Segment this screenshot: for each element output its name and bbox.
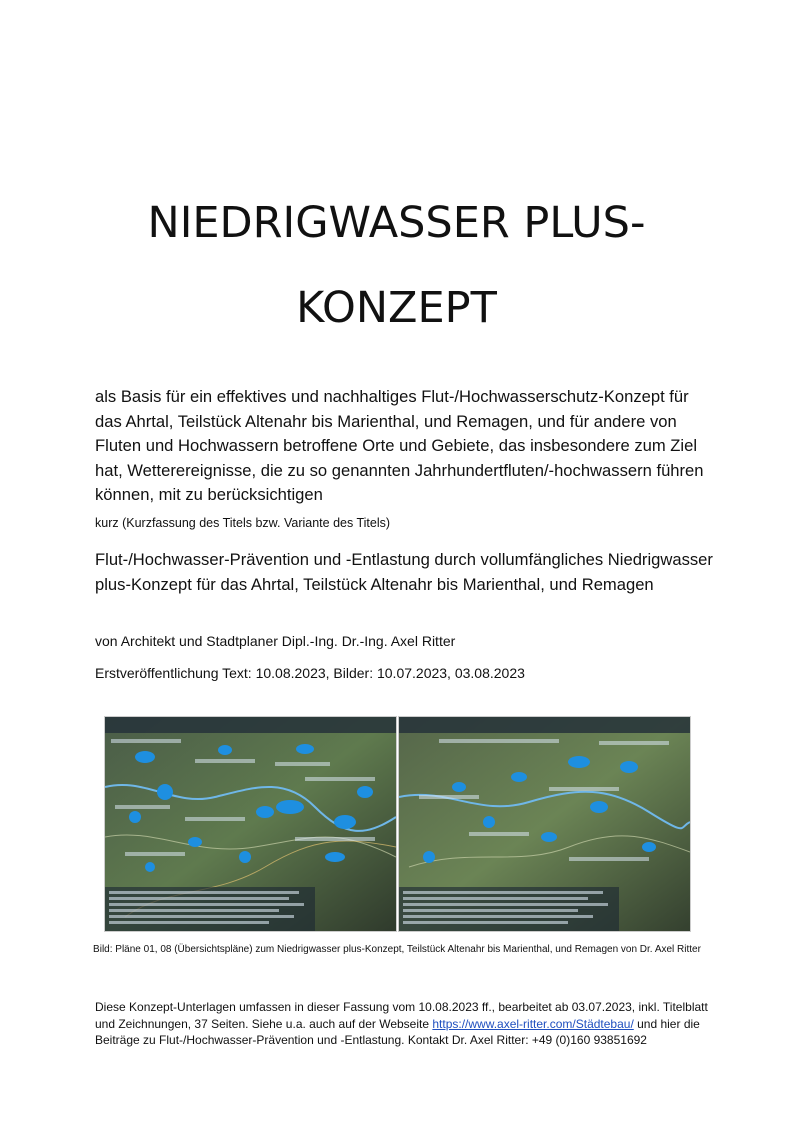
intro-paragraph: als Basis für ein effektives und nachhaltiges Flut-/Hochwasserschutz-Konzept für das Ahrtal, Teilstück Altenahr bis Marienthal, und Remagen, und für andere von Fluten und Hochwassern betroffene Orte und Gebiete, das insbesondere zum Ziel hat, Wetterereignisse, die zu so genannten Jahrhundertfluten/-hochwassern führen können, mit zu berücksichtigen (95, 387, 704, 504)
footer-text-end: und hier die Beiträge zu Flut-/Hochwasser-Prävention und -Entlastung. Kontakt Dr. Axel Ritter: +49 (0)160 93851692 (95, 1016, 700, 1048)
document-title-line-2: KONZEPT (296, 283, 497, 333)
plan-01-image (104, 716, 397, 932)
plan-08-image (398, 716, 691, 932)
footer-note (95, 999, 715, 1049)
publication-date-line: Erstveröffentlichung Text: 10.08.2023, Bilder: 10.07.2023, 03.08.2023 (95, 665, 525, 681)
plan-08-map-graphic (399, 717, 690, 931)
document-title-line-1: NIEDRIGWASSER PLUS- (147, 198, 646, 248)
short-title-note: kurz (Kurzfassung des Titels bzw. Variante des Titels) (95, 516, 391, 530)
image-caption: Bild: Pläne 01, 08 (Übersichtspläne) zum Niedrigwasser plus-Konzept, Teilstück Altenahr bis Marienthal, und Remagen von Dr. Axel Ritter (93, 944, 701, 955)
website-link[interactable]: https://www.axel-ritter.com/Städtebau/ (432, 1016, 634, 1031)
subtitle-paragraph: Flut-/Hochwasser-Prävention und -Entlastung durch vollumfängliches Niedrigwasser plus-Konzept für das Ahrtal, Teilstück Altenahr bis Marienthal, und Remagen (95, 550, 713, 594)
plan-01-map-graphic (105, 717, 396, 931)
author-line: von Architekt und Stadtplaner Dipl.-Ing. Dr.-Ing. Axel Ritter (95, 633, 456, 649)
footer-text-start: Diese Konzept-Unterlagen umfassen in dieser Fassung vom 10.08.2023 ff., bearbeitet ab 03.07.2023, inkl. Titelblatt und Zeichnungen, 37 Seiten. Siehe u.a. auch auf der Webseite (95, 1000, 708, 1031)
